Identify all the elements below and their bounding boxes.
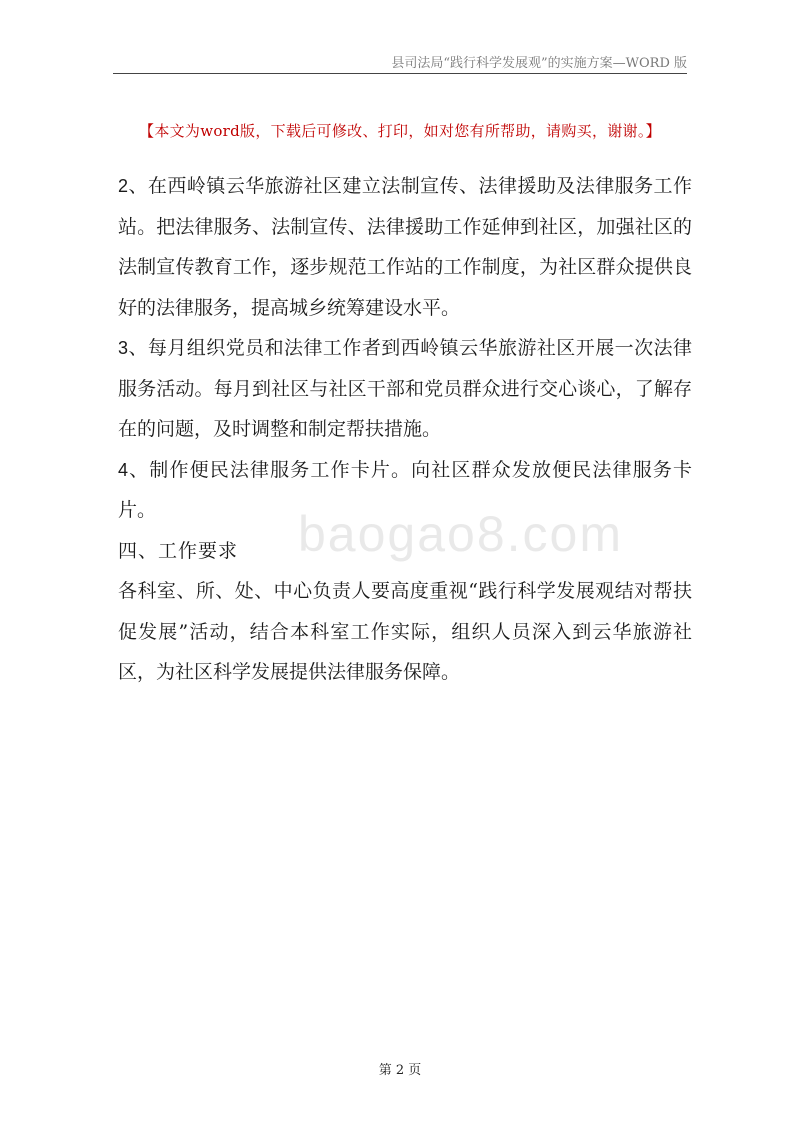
page-footer bbox=[0, 1059, 800, 1078]
running-header: 县司法局“践行科学发展观”的实施方案—WORD 版 bbox=[391, 56, 687, 71]
purchase-notice: 【本文为word版，下载后可修改、打印，如对您有所帮助，请购买，谢谢。】 bbox=[139, 122, 661, 140]
paragraph-item-2 bbox=[118, 166, 692, 328]
watermark: baogao8.com bbox=[298, 506, 624, 562]
header-divider bbox=[113, 73, 687, 74]
page-prefix: 第 bbox=[378, 1063, 392, 1078]
page-number: 2 bbox=[395, 1063, 405, 1078]
item-number: 2 bbox=[118, 176, 129, 196]
item-number: 4 bbox=[118, 459, 129, 480]
closing-paragraph: 各科室、所、处、中心负责人要高度重视“践行科学发展观结对帮扶促发展”活动，结合本科室工作实际，组织人员深入到云华旅游社区，为社区科学发展提供法律服务保障。 bbox=[118, 580, 692, 683]
paragraph-text: 、每月组织党员和法律工作者到西岭镇云华旅游社区开展一次法律服务活动。每月到社区与社区干部和党员群众进行交心谈心，了解存在的问题，及时调整和制定帮扶措施。 bbox=[118, 337, 692, 440]
paragraph-item-3 bbox=[118, 328, 692, 450]
document-body bbox=[118, 166, 692, 693]
paragraph-text: 、制作便民法律服务工作卡片。向社区群众发放便民法律服务卡片。 bbox=[118, 458, 692, 521]
page-suffix: 页 bbox=[408, 1063, 422, 1078]
item-number: 3 bbox=[118, 338, 129, 358]
paragraph-item-4 bbox=[118, 450, 692, 531]
section-heading: 四、工作要求 bbox=[118, 539, 239, 562]
paragraph-text: 、在西岭镇云华旅游社区建立法制宣传、法律援助及法律服务工作站。把法律服务、法制宣传、法律援助工作延伸到社区，加强社区的法制宣传教育工作，逐步规范工作站的工作制度，为社区群众提供良好的法律服务，提高城乡统筹建设水平。 bbox=[118, 175, 692, 319]
